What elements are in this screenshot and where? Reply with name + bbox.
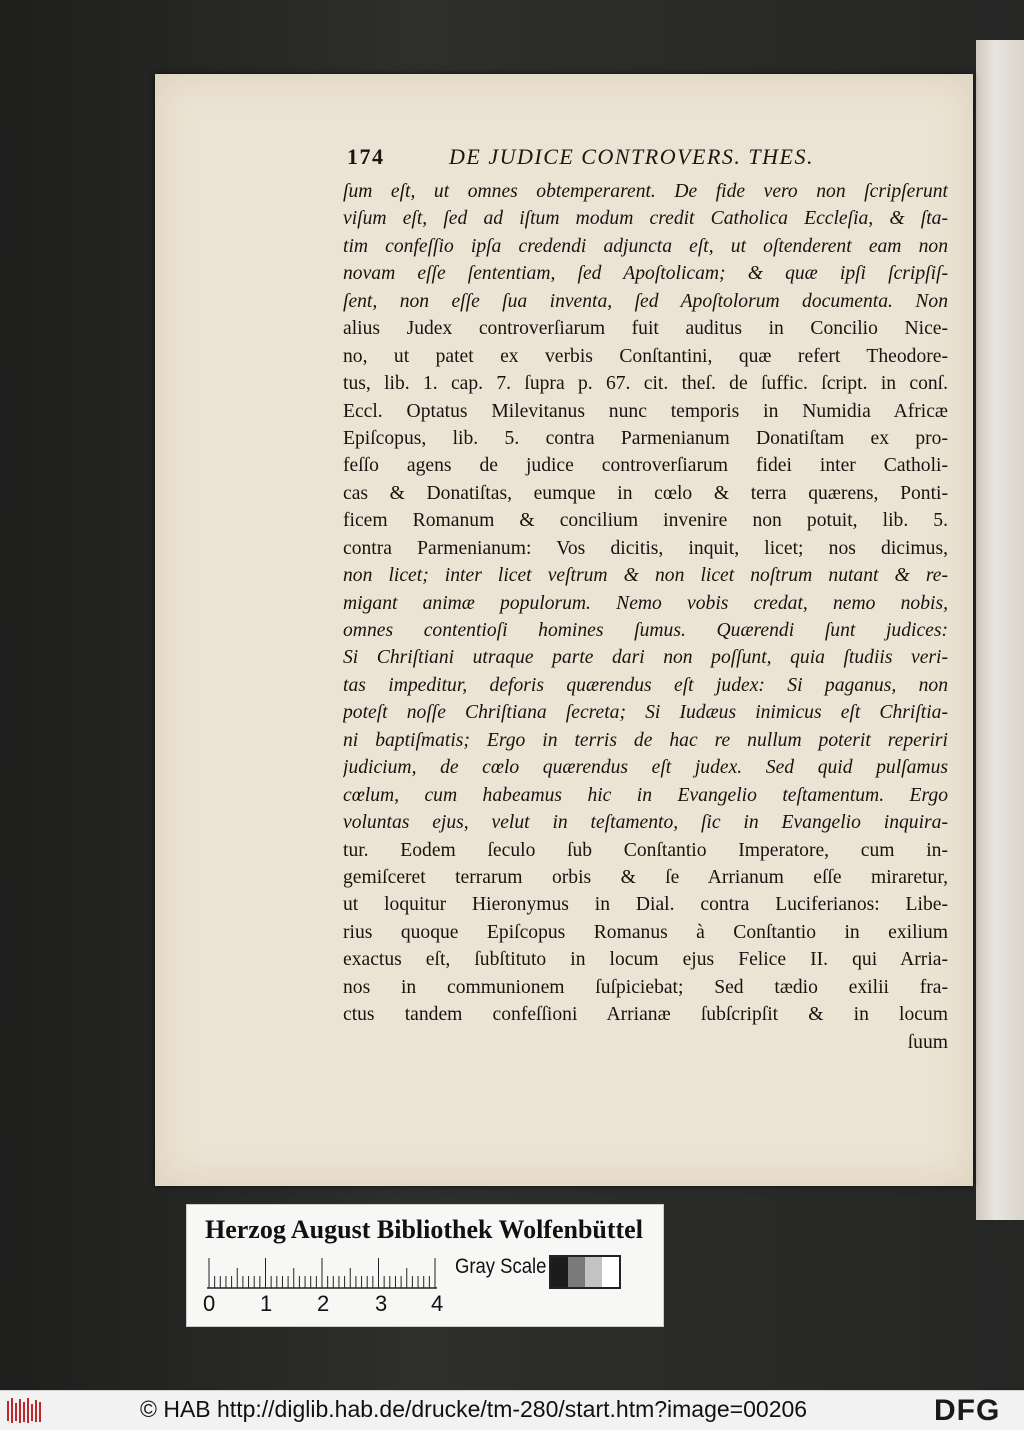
gray-scale-label: Gray Scale: [455, 1255, 547, 1278]
text-line: tus, lib. 1. cap. 7. ſupra p. 67. cit. theſ. de ſuffic. ſcript. in conſ.: [343, 373, 948, 395]
text-line: poteſt noſſe Chriſtiana ſecreta; Si Iudæus inimicus eſt Chriſtia-: [343, 702, 948, 724]
ruler-scale: [207, 1257, 437, 1289]
text-line: omnes contentioſi homines ſumus. Quærendi ſunt judices:: [343, 620, 948, 641]
ruler-number: 4: [431, 1291, 444, 1316]
text-line: contra Parmenianum: Vos dicitis, inquit, licet; nos dicimus,: [343, 537, 948, 559]
text-line: rius quoque Epiſcopus Romanus à Conſtantio in exilium: [343, 921, 948, 943]
gray-scale-swatches: [549, 1255, 621, 1289]
text-line: tas impeditur, deforis quærendus eſt judex: Si paganus, non: [343, 674, 948, 696]
running-title: DE JUDICE CONTROVERS. THES.: [449, 144, 814, 169]
text-line: Eccl. Optatus Milevitanus nunc temporis in Numidia Africæ: [343, 400, 948, 422]
ruler-number: 3: [375, 1291, 388, 1316]
text-line: ſum eſt, ut omnes obtemperarent. De fide vero non ſcripſerunt: [343, 181, 948, 202]
text-line: Epiſcopus, lib. 5. contra Parmenianum Donatiſtam ex pro-: [343, 427, 948, 449]
copyright-url: © HAB http://diglib.hab.de/drucke/tm-280/start.htm?image=00206: [140, 1396, 808, 1422]
text-line: ni baptiſmatis; Ergo in terris de hac re nullum poterit reperiri: [343, 729, 948, 751]
text-line: no, ut patet ex verbis Conſtantini, quæ refert Theodore-: [343, 345, 948, 367]
library-name: Herzog August Bibliothek Wolfenbüttel: [205, 1215, 643, 1244]
text-line: cas & Donatiſtas, eumque in cœlo & terra quærens, Ponti-: [343, 482, 948, 504]
hab-logo-icon: [6, 1397, 44, 1424]
text-line: Si Chriſtiani utraque parte dari non poſſunt, quia ſtudiis veri-: [343, 647, 948, 669]
text-line: ut loquitur Hieronymus in Dial. contra Luciferianos: Libe-: [343, 894, 948, 916]
page-text: [343, 178, 948, 1056]
text-line: judicium, de cœlo quærendus eſt judex. Sed quid pulſamus: [343, 757, 948, 779]
gray-swatch: [568, 1257, 585, 1287]
text-line: ſent, non eſſe ſua inventa, ſed Apoſtolorum documenta. Non: [343, 290, 948, 312]
footer-bar: [0, 1390, 1024, 1430]
text-line: migant animæ populorum. Nemo vobis credat, nemo nobis,: [343, 592, 948, 614]
ruler-number: 2: [317, 1291, 330, 1316]
text-line: gemiſceret terrarum orbis & ſe Arrianum eſſe miraretur,: [343, 866, 948, 888]
ruler-number: 1: [260, 1291, 273, 1316]
ruler-numbers: [203, 1291, 453, 1315]
gray-swatch: [551, 1257, 568, 1287]
adjacent-page-edge: [976, 40, 1024, 1220]
text-line: novam eſſe ſententiam, ſed Apoſtolicam; & quæ ipſi ſcripſiſ-: [343, 263, 948, 285]
text-line: exactus eſt, ſubſtituto in locum ejus Felice II. qui Arria-: [343, 949, 948, 971]
text-line: feſſo agens de judice controverſiarum fidei inter Catholi-: [343, 455, 948, 477]
text-line: ſuum: [907, 1031, 948, 1053]
text-line: voluntas ejus, velut in teſtamento, ſic in Evangelio inquira-: [343, 812, 948, 834]
page-number: 174: [347, 144, 385, 169]
gray-swatch: [602, 1257, 619, 1287]
dfg-logo: DFG: [934, 1394, 1001, 1427]
gray-swatch: [585, 1257, 602, 1287]
text-line: non licet; inter licet veſtrum & non licet noſtrum nutant & re-: [343, 565, 948, 587]
text-line: nos in communionem ſuſpiciebat; Sed tædio exilii fra-: [343, 976, 948, 998]
text-line: alius Judex controverſiarum fuit auditus in Concilio Nice-: [343, 318, 948, 340]
ruler-number: 0: [203, 1291, 216, 1316]
library-color-card: [186, 1204, 664, 1327]
text-line: cœlum, cum habeamus hic in Evangelio teſtamentum. Ergo: [343, 784, 948, 806]
text-line: ficem Romanum & concilium invenire non potuit, lib. 5.: [343, 510, 948, 532]
text-line: ctus tandem confeſſioni Arrianæ ſubſcripſit & in locum: [343, 1004, 948, 1026]
text-line: tim confeſſio ipſa credendi adjuncta eſt, ut oſtenderent eam non: [343, 235, 948, 257]
text-line: viſum eſt, ſed ad iſtum modum credit Catholica Eccleſia, & ſta-: [343, 208, 948, 230]
page-header: [347, 144, 947, 174]
book-page: [155, 74, 973, 1186]
text-line: tur. Eodem ſeculo ſub Conſtantio Imperatore, cum in-: [343, 839, 948, 861]
